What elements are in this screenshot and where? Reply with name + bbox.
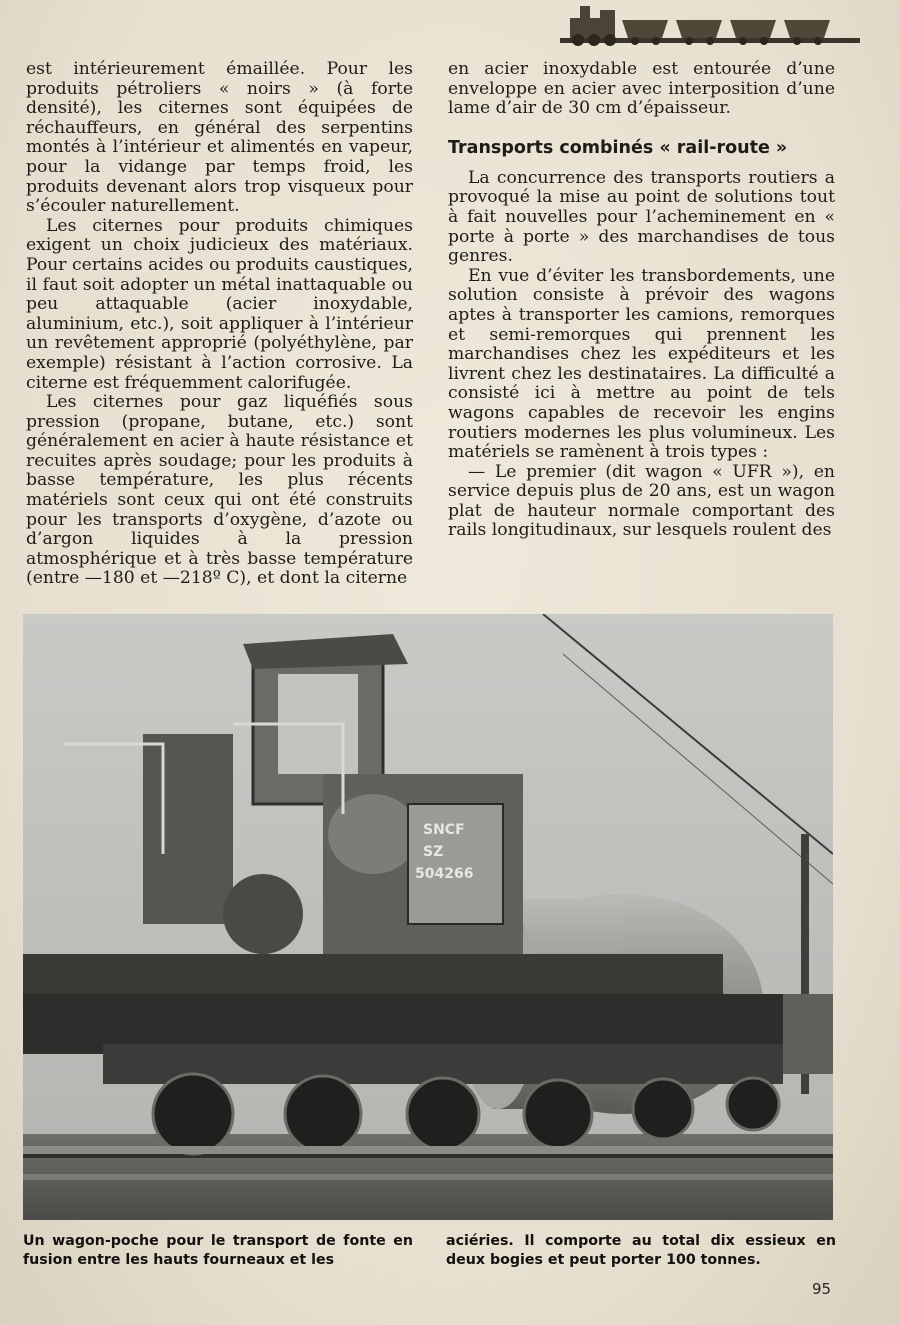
right-paragraph-3: — Le premier (dit wagon « UFR »), en service depuis plus de 20 ans, est un wagon plat de hauteur normale comportant des rails longitudinaux, sur lesquels roulent des: [448, 461, 835, 541]
page-number: 95: [812, 1280, 832, 1298]
wagon-plate-line-1: SNCF: [423, 822, 465, 838]
left-paragraph-2: Les citernes pour produits chimiques exigent un choix judicieux des matériaux. Pour certains acides ou produits caustiques, il faut soit adopter un métal inattaquable ou peu attaquable (acier inoxydable, aluminium, etc.), soit appliquer à l’intérieur un revêtement approprié (polyéthylène, par exemple) résistant à l’action corrosive. La citerne est fréquemment calorifugée.: [26, 215, 413, 393]
locomotive-header-illustration: [560, 0, 860, 50]
caption-right: aciéries. Il comporte au total dix essieux en deux bogies et peut porter 100 tonnes.: [446, 1233, 836, 1268]
wagon-plate-line-3: 504266: [415, 866, 474, 882]
left-text-column: [26, 60, 413, 589]
left-paragraph-3: Les citernes pour gaz liquéfiés sous pression (propane, butane, etc.) sont généralement en acier à haute résistance et recuites après soudage; pour les produits à basse température, les plus récents matériels sont ceux qui ont été construits pour les transports d’oxygène, d’azote ou d’argon liquides à la pression atmosphérique et à très basse température (entre —180 et —218º C), et dont la citerne: [26, 392, 413, 589]
caption-left: Un wagon-poche pour le transport de fonte en fusion entre les hauts fourneaux et les: [23, 1233, 413, 1268]
right-continuation-paragraph: en acier inoxydable est entourée d’une enveloppe en acier avec interposition d’une lame d’air de 30 cm d’épaisseur.: [448, 59, 835, 119]
wagon-photo: [23, 614, 833, 1220]
right-paragraph-1: La concurrence des transports routiers a provoqué la mise au point de solutions tout à fait nouvelles pour l’acheminement en « porte à porte » des marchandises de tous genres.: [448, 167, 835, 267]
right-text-column: [448, 60, 835, 541]
left-paragraph-1: est intérieurement émaillée. Pour les produits pétroliers « noirs » (à forte densité), les citernes sont équipées de réchauffeurs, en général des serpentins montés à l’intérieur et alimentés en vapeur, pour la vidange par temps froid, les produits devenant alors trop visqueux pour s’écouler naturellement.: [26, 59, 413, 217]
wagon-plate-line-2: SZ: [423, 844, 444, 860]
right-paragraph-2: En vue d’éviter les transbordements, une solution consiste à prévoir des wagons aptes à transporter les camions, remorques et semi-remorques qui prennent les marchandises chez les expéditeurs et les livrent chez les destinataires. La difficulté a consisté ici à mettre au point de tels wagons capables de recevoir les engins routiers modernes les plus volumineux. Les matériels se ramènent à trois types :: [448, 265, 835, 463]
section-title: Transports combinés « rail-route »: [448, 137, 788, 158]
